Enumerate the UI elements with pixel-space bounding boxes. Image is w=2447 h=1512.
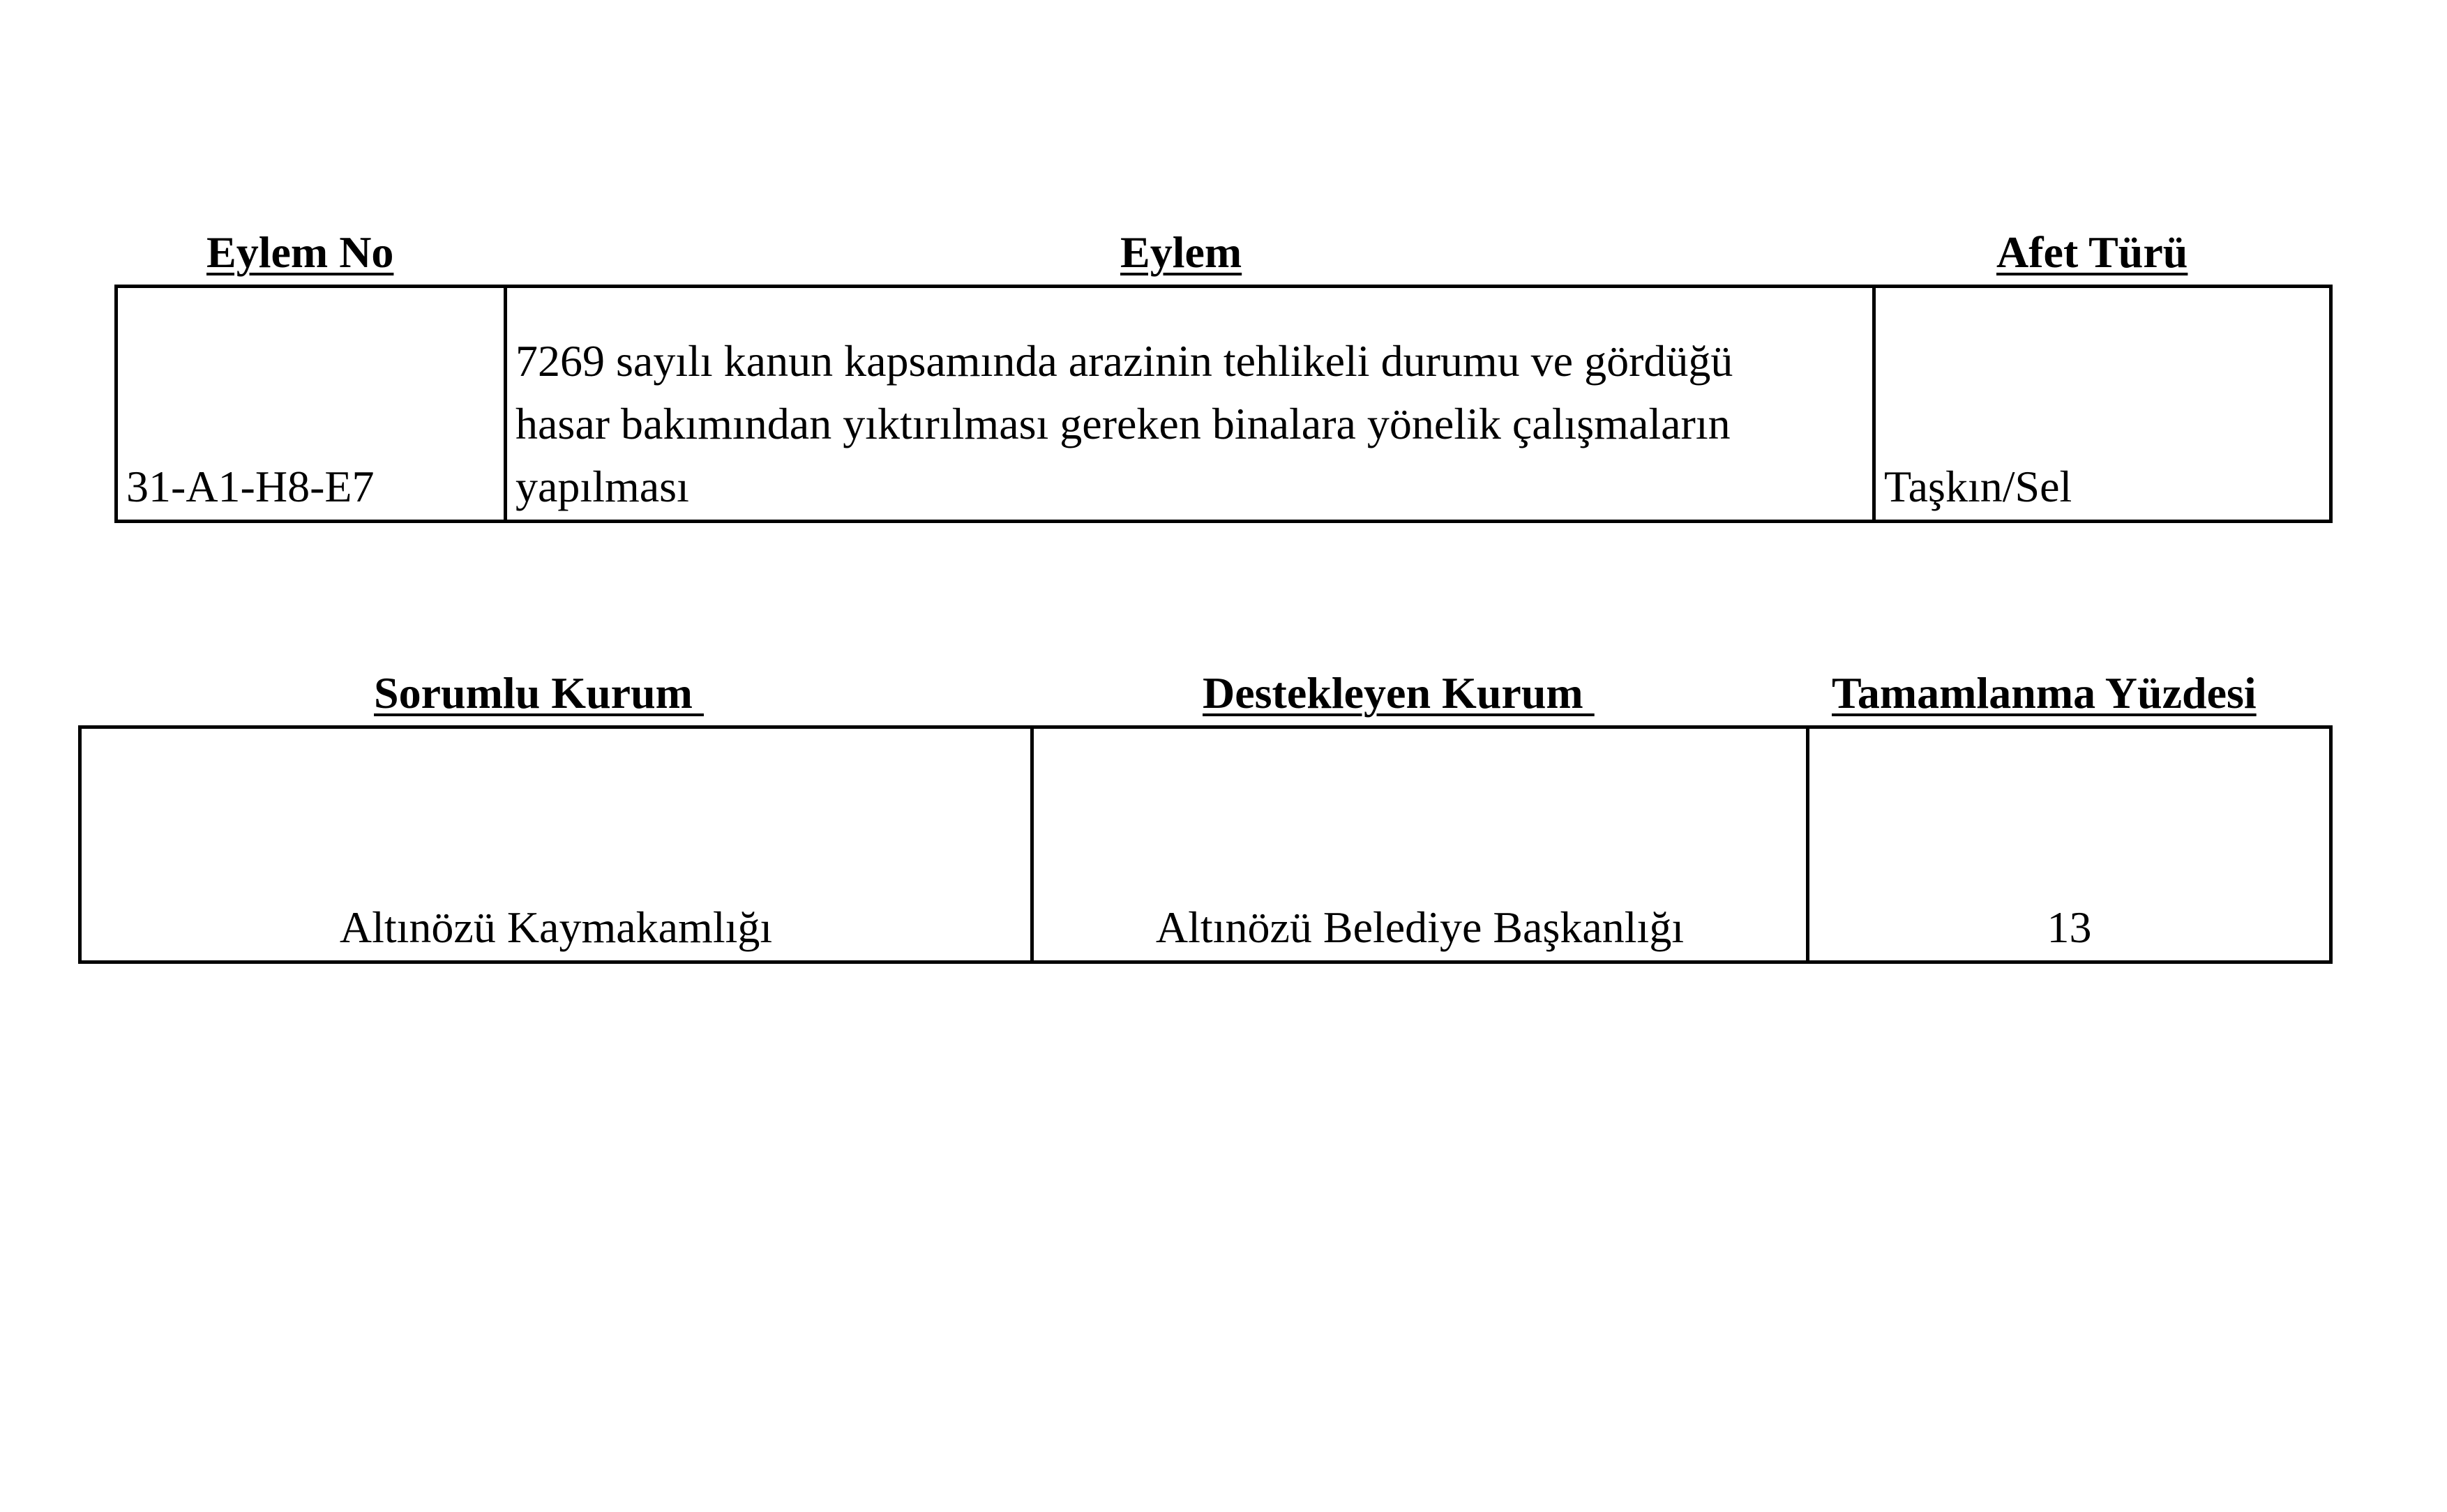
- action-cell: [504, 288, 1872, 520]
- completion-value: 13: [2047, 902, 2092, 952]
- header-action-no: Eylem No: [206, 227, 394, 277]
- disaster-type-cell: [1872, 288, 2329, 520]
- responsibility-table: [78, 725, 2333, 964]
- responsible-value: Altınözü Kaymakamlığı: [339, 902, 773, 952]
- disaster-type-value: Taşkın/Sel: [1884, 462, 2072, 511]
- header-supporting-institution: Destekleyen Kurum: [1203, 668, 1595, 718]
- responsible-cell: [82, 729, 1030, 960]
- completion-cell: [1806, 729, 2329, 960]
- action-no-cell: [118, 288, 504, 520]
- header-completion-percentage: Tamamlanma Yüzdesi: [1832, 668, 2257, 718]
- header-disaster-type: Afet Türü: [1996, 227, 2188, 277]
- supporting-value: Altınözü Belediye Başkanlığı: [1155, 902, 1685, 952]
- header-action: Eylem: [1120, 227, 1242, 277]
- action-no-value: 31-A1-H8-E7: [126, 462, 375, 511]
- header-responsible-institution: Sorumlu Kurum: [374, 668, 704, 718]
- action-table: [114, 285, 2333, 523]
- action-description: 7269 sayılı kanun kapsamında arazinin tehlikeli durumu ve gördüğü hasar bakımından yıktırılması gereken binalara yönelik çalışmaların yapılması: [515, 336, 1733, 511]
- supporting-cell: [1030, 729, 1806, 960]
